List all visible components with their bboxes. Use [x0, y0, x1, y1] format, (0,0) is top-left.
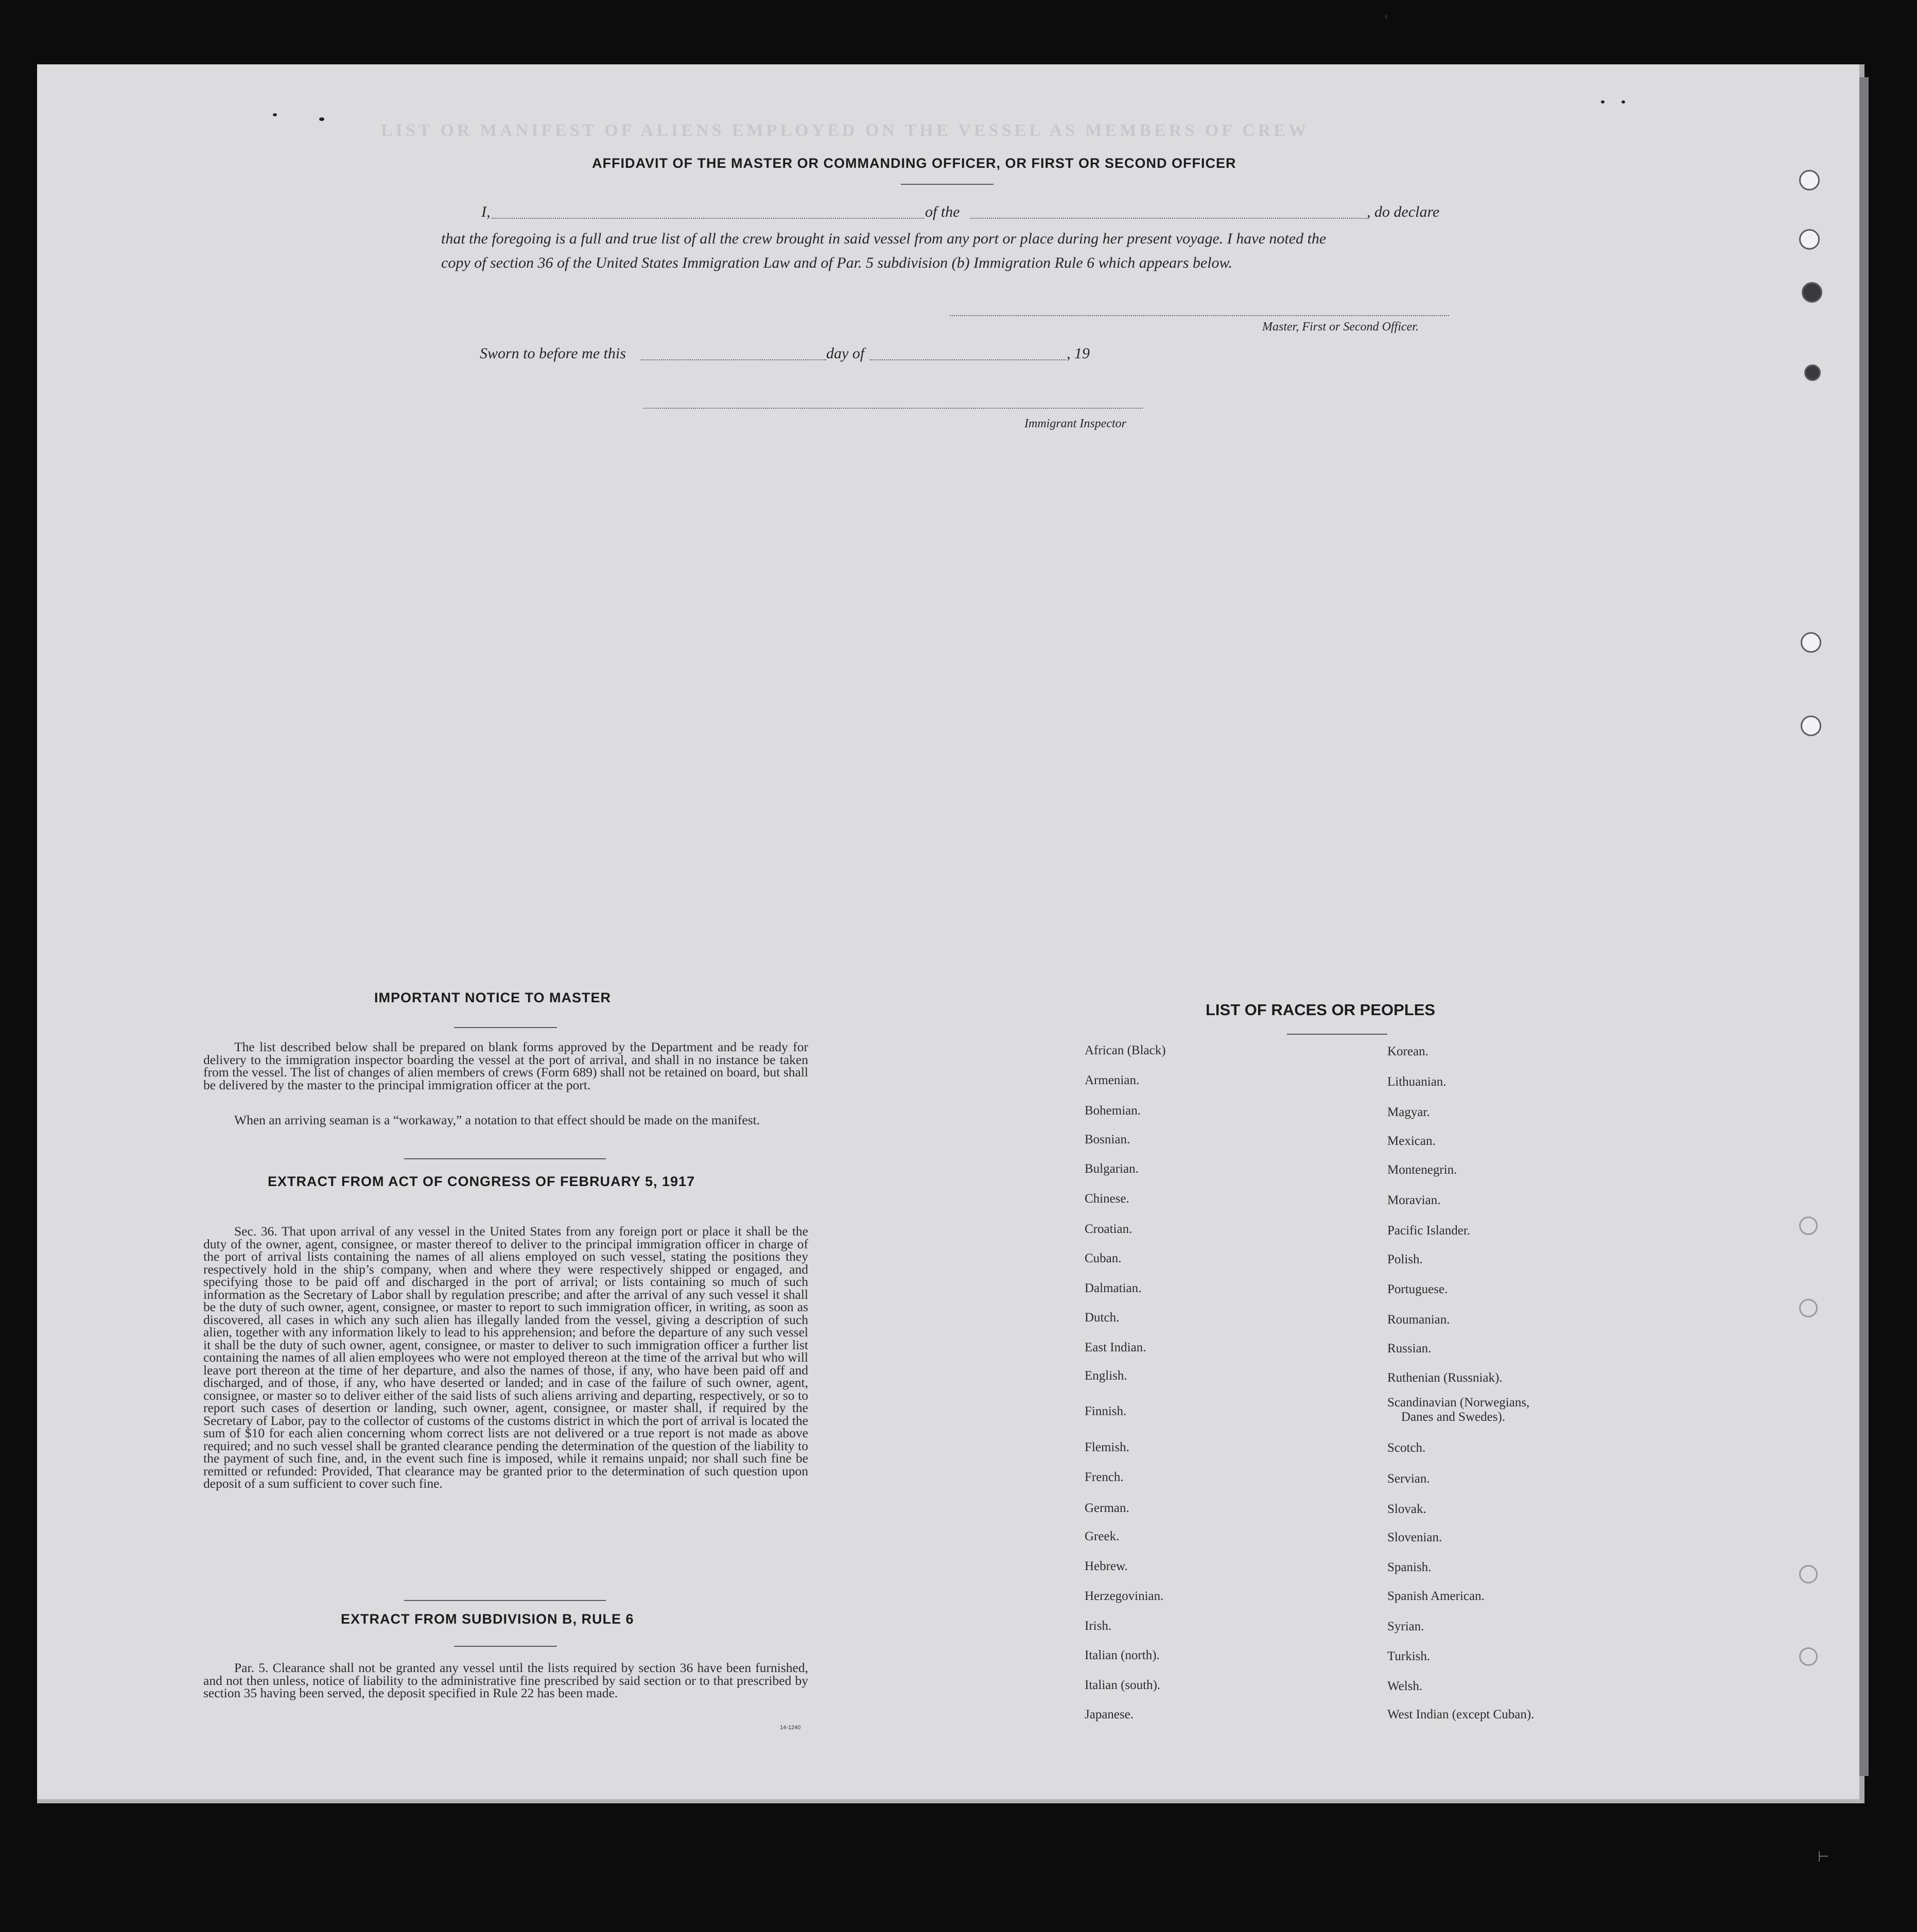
inspector-caption: Immigrant Inspector	[1024, 417, 1126, 430]
day-of-label: day of	[826, 345, 865, 362]
race-item: Danes and Swedes).	[1401, 1410, 1506, 1424]
race-item: Armenian.	[1085, 1073, 1140, 1087]
race-item: Ruthenian (Russniak).	[1387, 1371, 1503, 1385]
race-item: English.	[1085, 1369, 1127, 1383]
race-item: Greek.	[1085, 1529, 1120, 1543]
vessel-blank[interactable]	[970, 218, 1367, 219]
race-item: French.	[1085, 1470, 1124, 1484]
race-item: Roumanian.	[1387, 1313, 1450, 1327]
binder-hole	[1802, 282, 1822, 303]
binder-hole	[1801, 716, 1821, 736]
race-item: Chinese.	[1085, 1192, 1129, 1206]
extract-rule-heading: EXTRACT FROM SUBDIVISION B, RULE 6	[341, 1611, 634, 1627]
affidavit-title: AFFIDAVIT OF THE MASTER OR COMMANDING OFFICER, OR FIRST OR SECOND OFFICER	[592, 155, 1236, 171]
race-item: African (Black)	[1085, 1043, 1166, 1057]
race-item: Italian (north).	[1085, 1648, 1160, 1662]
race-item: Dutch.	[1085, 1311, 1120, 1325]
race-item: Mexican.	[1387, 1134, 1436, 1148]
race-item: West Indian (except Cuban).	[1387, 1708, 1535, 1721]
scan-speck	[273, 113, 277, 116]
race-item: Bulgarian.	[1085, 1162, 1139, 1176]
master-signature-caption: Master, First or Second Officer.	[1262, 320, 1419, 334]
race-item: Syrian.	[1387, 1620, 1424, 1633]
race-item: Finnish.	[1085, 1404, 1127, 1418]
race-item: Russian.	[1387, 1342, 1432, 1355]
binder-hole	[1799, 229, 1820, 250]
race-item: Bosnian.	[1085, 1133, 1130, 1146]
scan-speck	[1622, 100, 1625, 103]
scan-speck	[1601, 100, 1605, 103]
extract-rule-text: Par. 5. Clearance shall not be granted any vessel until the lists required by section 36 have been furnished, and not then unless, notice of liability to the administrative fine prescribed by said section or to that prescribed by section 35 having been served, the deposit specified in Rule 22 has been made.	[203, 1660, 808, 1700]
race-item: German.	[1085, 1501, 1129, 1515]
name-blank[interactable]	[492, 218, 924, 219]
race-item: Flemish.	[1085, 1440, 1129, 1454]
corner-mark: ⊢	[1817, 1849, 1830, 1865]
rule-heading-underline	[454, 1646, 557, 1647]
race-item: Scotch.	[1387, 1441, 1426, 1455]
race-item: Slovenian.	[1387, 1530, 1442, 1544]
section-rule	[404, 1158, 606, 1159]
race-item: Spanish American.	[1387, 1589, 1485, 1603]
race-item: Cuban.	[1085, 1251, 1122, 1265]
notice-heading: IMPORTANT NOTICE TO MASTER	[374, 990, 611, 1005]
binder-hole	[1799, 1299, 1818, 1317]
scan-speck	[1385, 14, 1388, 20]
race-item: Dalmatian.	[1085, 1281, 1142, 1295]
race-item: Turkish.	[1387, 1649, 1431, 1663]
races-heading-underline	[1287, 1034, 1387, 1035]
affidavit-body-line1: that the foregoing is a full and true list of all the crew brought in said vessel from any port or place during her present voyage. I have noted the	[441, 230, 1327, 247]
sworn-day-blank[interactable]	[641, 359, 826, 360]
form-number: 14-1240	[780, 1725, 801, 1731]
binder-hole	[1799, 1647, 1818, 1666]
scan-speck	[319, 117, 324, 121]
race-item: Bohemian.	[1085, 1104, 1141, 1118]
binder-hole	[1801, 632, 1821, 653]
binder-hole	[1804, 364, 1821, 381]
year-label: , 19	[1067, 345, 1090, 362]
notice-rule	[454, 1027, 557, 1028]
page-edge-shadow	[1859, 77, 1869, 1776]
notice-paragraph-2: When an arriving seaman is a “workaway,” a notation to that effect should be made on the manifest.	[234, 1112, 760, 1127]
binder-hole	[1799, 170, 1820, 190]
bleed-through-text: LIST OR MANIFEST OF ALIENS EMPLOYED ON THE VESSEL AS MEMBERS OF CREW	[381, 121, 1309, 140]
race-item: Spanish.	[1387, 1560, 1432, 1574]
race-item: Pacific Islander.	[1387, 1224, 1471, 1238]
race-item: East Indian.	[1085, 1341, 1146, 1354]
race-item: Moravian.	[1387, 1193, 1441, 1207]
inspector-signature-line[interactable]	[643, 408, 1143, 409]
race-item: Polish.	[1387, 1252, 1423, 1266]
race-item: Italian (south).	[1085, 1678, 1161, 1692]
race-item: Magyar.	[1387, 1105, 1430, 1119]
race-item: Portuguese.	[1387, 1282, 1448, 1296]
affidavit-of-the-label: of the	[925, 203, 960, 220]
race-item: Slovak.	[1387, 1502, 1426, 1516]
race-item: Welsh.	[1387, 1679, 1423, 1693]
binder-hole	[1799, 1565, 1818, 1583]
race-item: Scandinavian (Norwegians,	[1387, 1396, 1530, 1409]
affidavit-body-line2: copy of section 36 of the United States Immigration Law and of Par. 5 subdivision (b) Immigration Rule 6 which appears below.	[441, 254, 1232, 271]
races-heading: LIST OF RACES OR PEOPLES	[1206, 1001, 1436, 1019]
extract-act-text: Sec. 36. That upon arrival of any vessel in the United States from any foreign port or place it shall be the duty of the owner, agent, consignee, or master thereof to deliver to the principal immigration officer in charge of the port of arrival lists containing the names of all aliens employed on such vessel, stating the positions they respectively hold in the ship’s company, when and where they were respectively shipped or engaged, and specifying those to be paid off and discharged in the port of arrival; or lists containing so much of such information as the Secretary of Labor shall by regulation prescribe; and after the arrival of any such vessel it shall be the duty of such owner, agent, consignee, or master to report to such immigration officer, in writing, as soon as discovered, all cases in which any such alien has illegally landed from the vessel, giving a description of such alien, together with any information likely to lead to his apprehension; and before the departure of any such vessel it shall be the duty of such owner, agent, consignee, or master to deliver to such immigration officer a further list containing the names of all alien employees who were not employed thereon at the time of the arrival but who will leave port thereon at the time of her departure, and also the names of those, if any, who have been paid off and discharged, and of those, if any, who have deserted or landed; and in case of the failure of such owner, agent, consignee, or master so to deliver either of the said lists of such aliens arriving and departing, respectively, or so to report such cases of desertion or landing, such owner, agent, consignee, or master shall, if required by the Secretary of Labor, pay to the collector of customs of the customs district in which the port of arrival is located the sum of $10 for each alien concerning whom correct lists are not delivered or a true report is not made as above required; and no such vessel shall be granted clearance pending the determination of the question of the liability to the payment of such fine, and, in the event such fine is imposed, while it remains unpaid; nor shall such fine be remitted or refunded: Provided, That clearance may be granted prior to the determination of such question upon deposit of a sum sufficient to cover such fine.	[203, 1224, 808, 1491]
race-item: Servian.	[1387, 1472, 1430, 1486]
race-item: Irish.	[1085, 1619, 1112, 1633]
binder-hole	[1799, 1216, 1818, 1235]
race-item: Korean.	[1387, 1045, 1428, 1058]
extract-act-heading: EXTRACT FROM ACT OF CONGRESS OF FEBRUARY 5, 1917	[268, 1174, 695, 1189]
title-underline	[901, 184, 994, 185]
document-page	[37, 64, 1864, 1803]
master-signature-line[interactable]	[950, 315, 1449, 316]
sworn-label: Sworn to before me this	[480, 345, 626, 362]
section-rule	[404, 1600, 606, 1601]
race-item: Japanese.	[1085, 1708, 1134, 1721]
affidavit-declare-label: , do declare	[1367, 203, 1440, 220]
race-item: Hebrew.	[1085, 1559, 1128, 1573]
affidavit-i-label: I,	[481, 203, 491, 220]
race-item: Montenegrin.	[1387, 1163, 1457, 1177]
notice-paragraph-1: The list described below shall be prepared on blank forms approved by the Department and be ready for delivery to the immigration inspector boarding the vessel at the port of arrival, and shall in no instance be taken from the vessel. The list of changes of alien members of crews (Form 689) shall not be retained on board, but shall be delivered by the master to the principal immigration officer at the port.	[203, 1039, 808, 1092]
race-item: Herzegovinian.	[1085, 1589, 1164, 1603]
sworn-month-blank[interactable]	[870, 359, 1066, 360]
race-item: Lithuanian.	[1387, 1075, 1447, 1089]
race-item: Croatian.	[1085, 1222, 1132, 1236]
